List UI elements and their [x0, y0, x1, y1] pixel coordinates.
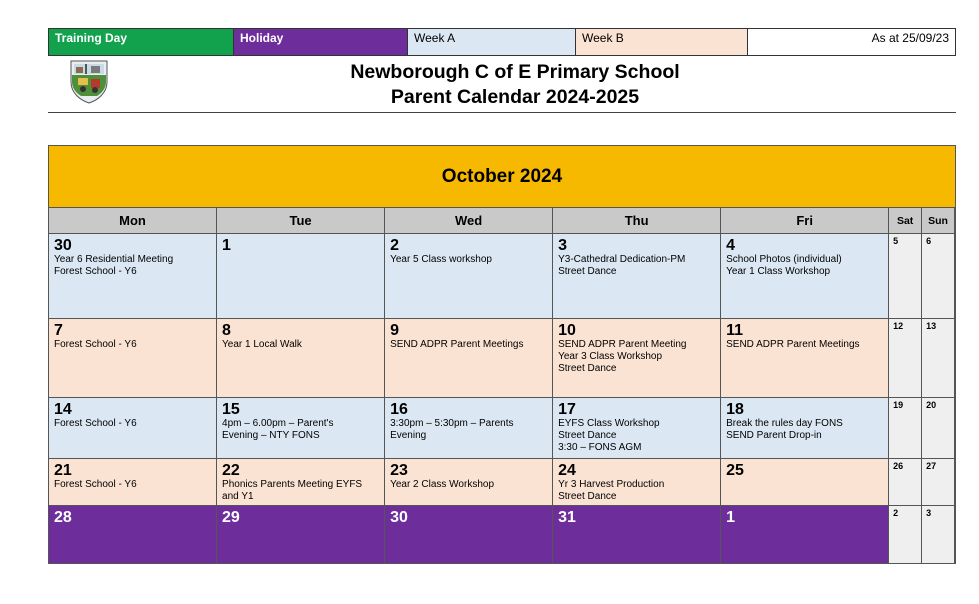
calendar-subtitle: Parent Calendar 2024-2025: [390, 86, 640, 108]
legend-training-day: Training Day: [49, 29, 234, 55]
event-text: SEND ADPR Parent Meeting: [558, 339, 687, 350]
event-text: Year 1 Class Workshop: [726, 266, 831, 277]
day-header-row: [49, 208, 955, 234]
weekend-cell-sat: [889, 319, 922, 398]
day-header-thu: Thu: [553, 208, 721, 234]
weekend-cell-sun: [922, 234, 955, 319]
event-text: SEND ADPR Parent Meetings: [726, 339, 860, 350]
day-number: 3: [558, 237, 567, 254]
weekend-cell-sat: [889, 234, 922, 319]
weekend-day-number: 3: [926, 508, 932, 518]
as-at-date: As at 25/09/23: [748, 29, 955, 55]
event-text: Year 2 Class Workshop: [390, 479, 495, 490]
event-text: Forest School - Y6: [54, 266, 137, 277]
week-row: [49, 234, 955, 319]
event-text: Yr 3 Harvest Production: [558, 479, 665, 490]
day-header-mon: Mon: [49, 208, 217, 234]
weekend-cell-sat: [889, 398, 922, 459]
event-text: Street Dance: [558, 491, 617, 502]
day-number: 1: [726, 509, 736, 526]
day-number: 14: [54, 401, 72, 418]
day-cell: [721, 234, 889, 319]
event-text: EYFS Class Workshop: [558, 418, 660, 429]
event-text: School Photos (individual): [726, 254, 842, 265]
day-header-fri: Fri: [721, 208, 889, 234]
weekend-cell-sun: [922, 398, 955, 459]
month-header: October 2024: [49, 146, 955, 208]
week-row: [49, 398, 955, 459]
event-text: Evening: [390, 430, 427, 441]
weekend-cell-sat: [889, 506, 922, 564]
day-cell: [721, 319, 889, 398]
day-number: 1: [222, 237, 231, 254]
day-cell: [49, 234, 217, 319]
day-number: 21: [54, 462, 72, 479]
event-text: SEND Parent Drop-in: [726, 430, 822, 441]
day-number: 2: [390, 237, 399, 254]
day-number: 24: [558, 462, 576, 479]
day-number: 9: [390, 322, 399, 339]
legend-holiday: Holiday: [234, 29, 408, 55]
weekend-day-number: 26: [893, 461, 904, 471]
legend-bar: [48, 28, 956, 56]
day-header-wed: Wed: [385, 208, 553, 234]
day-number: 18: [726, 401, 744, 418]
event-text: 3:30 – FONS AGM: [558, 442, 642, 453]
day-cell: [49, 398, 217, 459]
day-number: 8: [222, 322, 231, 339]
day-cell: [385, 459, 553, 506]
day-cell: [721, 398, 889, 459]
day-cell: [49, 459, 217, 506]
day-number: 22: [222, 462, 240, 479]
event-text: Year 5 Class workshop: [390, 254, 492, 265]
page-title: [300, 60, 730, 110]
day-number: 23: [390, 462, 408, 479]
weekend-day-number: 5: [893, 236, 899, 246]
event-text: Year 3 Class Workshop: [558, 351, 663, 362]
day-number: 15: [222, 401, 240, 418]
day-number: 25: [726, 462, 744, 479]
day-number: 17: [558, 401, 576, 418]
day-cell: [49, 506, 217, 564]
day-cell: [49, 319, 217, 398]
day-header-sat: Sat: [889, 208, 922, 234]
day-cell: [217, 506, 385, 564]
week-row: [49, 506, 955, 564]
weekend-day-number: 6: [926, 236, 932, 246]
weekend-day-number: 12: [893, 321, 904, 331]
day-cell: [217, 319, 385, 398]
day-number: 11: [726, 322, 744, 339]
weekend-day-number: 13: [926, 321, 937, 331]
day-cell: [385, 234, 553, 319]
event-text: Year 6 Residential Meeting: [54, 254, 174, 265]
weekend-day-number: 27: [926, 461, 937, 471]
day-number: 28: [54, 509, 72, 526]
day-number: 10: [558, 322, 576, 339]
week-row: [49, 319, 955, 398]
day-number: 30: [390, 509, 408, 526]
event-text: and Y1: [222, 491, 254, 502]
day-cell: [553, 319, 721, 398]
event-text: Forest School - Y6: [54, 479, 137, 490]
event-text: SEND ADPR Parent Meetings: [390, 339, 524, 350]
day-cell: [721, 459, 889, 506]
event-text: Forest School - Y6: [54, 339, 137, 350]
event-text: Break the rules day FONS: [726, 418, 843, 429]
weekend-cell-sun: [922, 459, 955, 506]
event-text: 3:30pm – 5:30pm – Parents: [390, 418, 514, 429]
day-number: 31: [558, 509, 576, 526]
calendar-table: [48, 145, 956, 564]
event-text: Forest School - Y6: [54, 418, 137, 429]
school-name: Newborough C of E Primary School: [350, 61, 680, 83]
day-cell: [553, 506, 721, 564]
day-number: 29: [222, 509, 240, 526]
event-text: Street Dance: [558, 266, 617, 277]
day-cell: [721, 506, 889, 564]
day-cell: [385, 398, 553, 459]
weekend-day-number: 2: [893, 508, 899, 518]
week-row: [49, 459, 955, 506]
legend-week-b: Week B: [576, 29, 748, 55]
day-cell: [217, 459, 385, 506]
day-number: 4: [726, 237, 736, 254]
day-header-tue: Tue: [217, 208, 385, 234]
event-text: Year 1 Local Walk: [222, 339, 302, 350]
event-text: Y3-Cathedral Dedication-PM: [558, 254, 686, 265]
event-text: Evening – NTY FONS: [222, 430, 320, 441]
event-text: Street Dance: [558, 430, 617, 441]
day-number: 16: [390, 401, 408, 418]
day-cell: [553, 459, 721, 506]
day-cell: [217, 398, 385, 459]
weekend-cell-sun: [922, 506, 955, 564]
day-cell: [385, 319, 553, 398]
event-text: Phonics Parents Meeting EYFS: [222, 479, 363, 490]
day-header-sun: Sun: [922, 208, 955, 234]
day-cell: [217, 234, 385, 319]
day-number: 30: [54, 237, 72, 254]
event-text: 4pm – 6.00pm – Parent's: [222, 418, 334, 429]
weekend-cell-sat: [889, 459, 922, 506]
day-number: 7: [54, 322, 63, 339]
day-cell: [553, 234, 721, 319]
day-cell: [553, 398, 721, 459]
weekend-day-number: 20: [926, 400, 937, 410]
legend-week-a: Week A: [408, 29, 576, 55]
event-text: Street Dance: [558, 363, 617, 374]
school-crest-icon: [66, 58, 112, 104]
weekend-day-number: 19: [893, 400, 904, 410]
day-cell: [385, 506, 553, 564]
header-divider: [48, 112, 956, 113]
weekend-cell-sun: [922, 319, 955, 398]
